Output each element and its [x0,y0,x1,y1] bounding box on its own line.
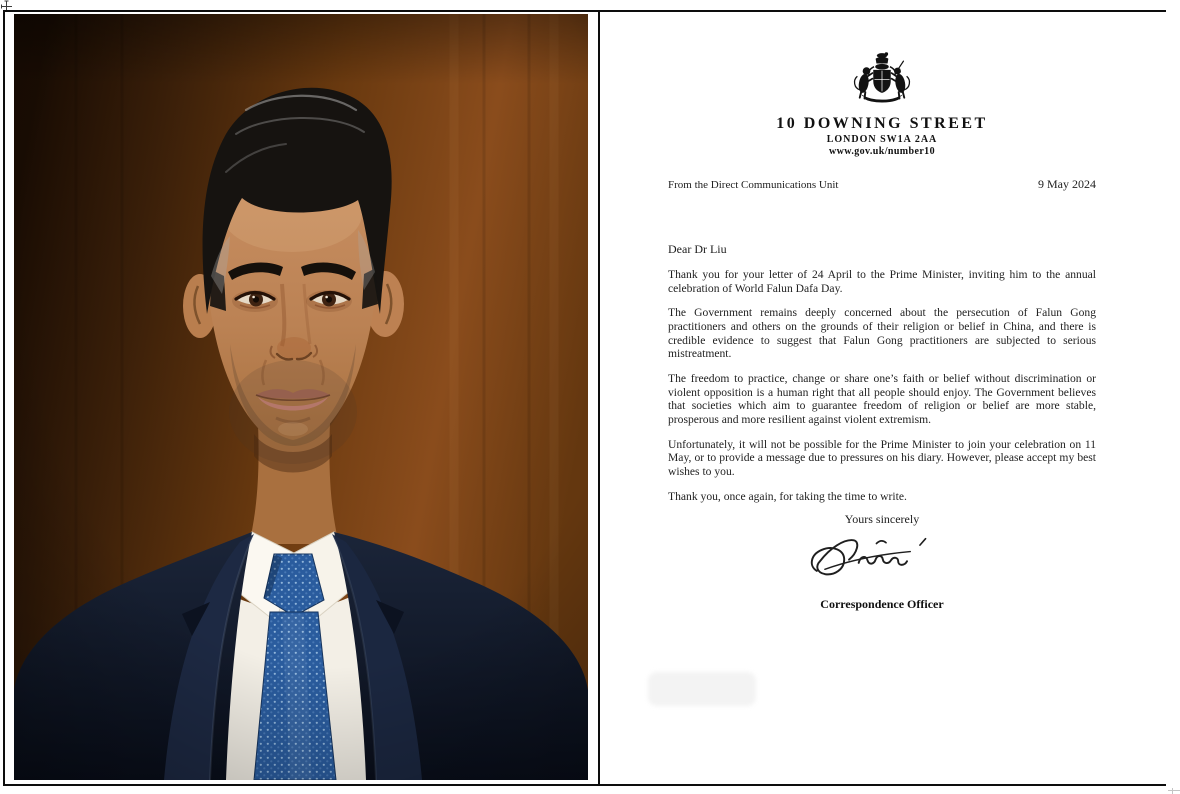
salutation: Dear Dr Liu [668,242,727,256]
portrait-photo [14,14,588,780]
letter-meta-row [668,177,1096,192]
paragraph-1: Thank you for your letter of 24 April to the Prime Minister, inviting him to the annual celebration of World Falun Dafa Day. [668,268,1096,295]
handwritten-signature-icon [789,529,959,587]
paragraph-2: The Government remains deeply concerned about the persecution of Falun Gong practitioners and others on the grounds of their religion or belief in China, and there is credible evidence to suggest that Falun Gong practitioners are subjected to serious mistreatment. [668,306,1096,361]
from-unit-line: From the Direct Communications Unit [668,179,839,191]
paragraph-5: Thank you, once again, for taking the time to write. [668,489,907,503]
gridline-extension [1168,790,1180,791]
paragraph-4: Unfortunately, it will not be possible for the Prime Minister to join your celebration on 11 May, or to provide a message due to pressures on his diary. However, please accept my best wishes to you. [668,437,1096,479]
paragraph-3: The freedom to practice, change or share one’s faith or belief without discrimination or violent opposition is a human right that all people should enjoy. The Government believes that societies which aim to guarantee freedom of religion or belief are more stable, prosperous and more resilient against violent extremism. [668,372,1096,427]
letterhead-website: www.gov.uk/number10 [829,146,935,157]
letterhead-city-postcode: LONDON SW1A 2AA [826,134,938,145]
letter-date: 9 May 2024 [1038,177,1096,191]
portrait-man-illustration [14,14,588,780]
letterhead-address: 10 DOWNING STREET [776,115,988,132]
gridline-extension [1172,788,1173,794]
signer-title: Correspondence Officer [820,597,944,612]
letter-page [600,12,1166,784]
closing-line: Yours sincerely [844,512,920,527]
royal-coat-of-arms-icon [841,50,923,112]
redaction-smudge [648,672,756,706]
